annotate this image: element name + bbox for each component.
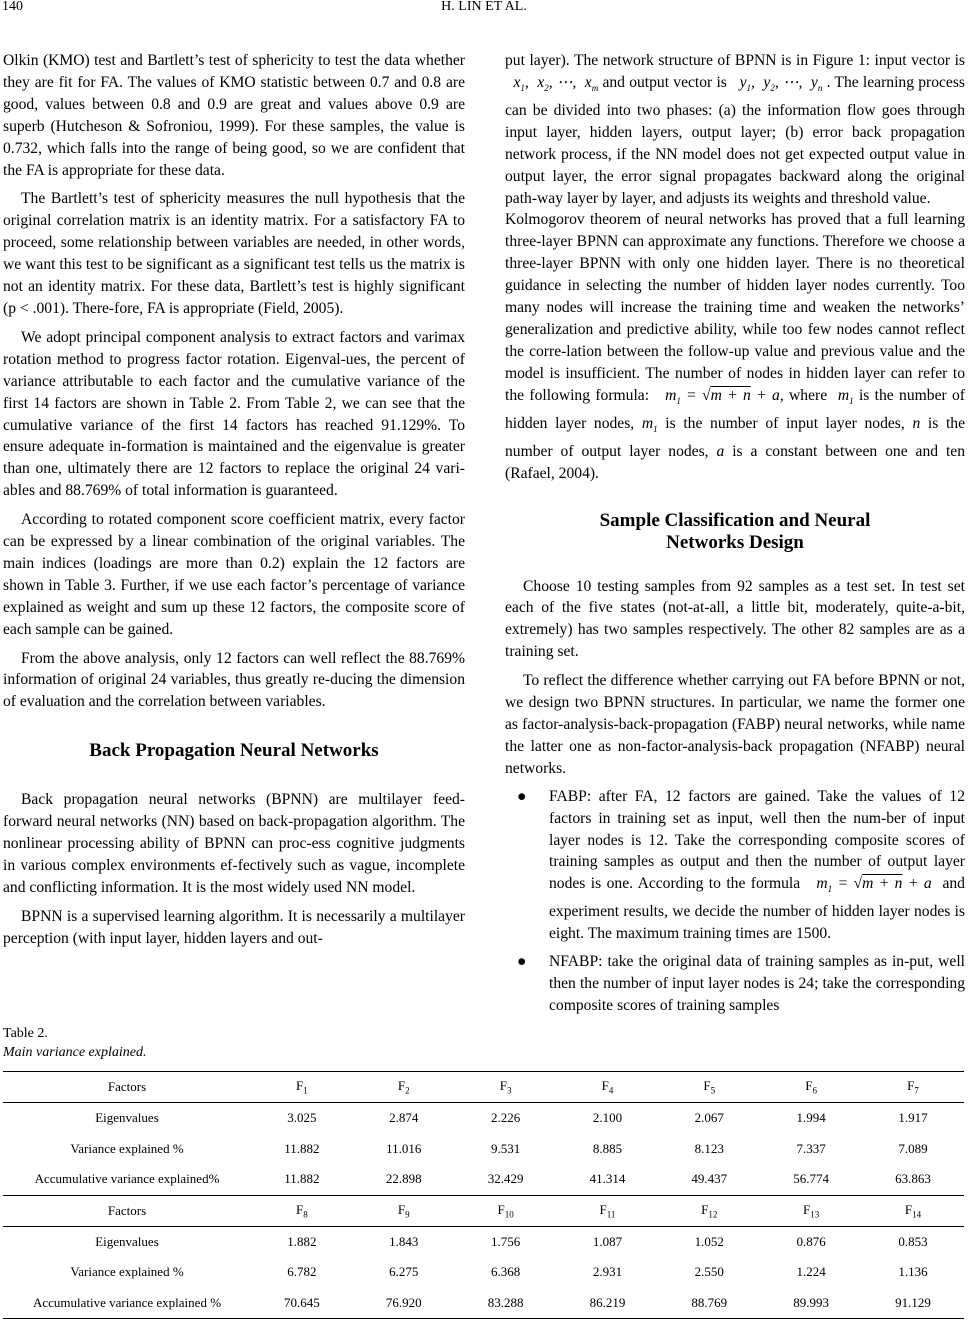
paragraph: According to rotated component score coefficient matrix, every factor can be expressed by a linear combination of the original variables. The main indices (loadings are more than 0.2) explain the 12 factors are shown in Table 3. Further, if we use each factor’s percentage of variance explained as weight and sum up these 12 factors, the composite score of each sample can be gained. — [3, 511, 465, 638]
hidden-node-formula: $m_1 = √m + n + a$ — [816, 875, 932, 895]
table-row — [3, 1164, 964, 1195]
text-run: put layer). The network structure of BPNN is in Figure 1: input vector is — [505, 52, 965, 69]
input-vector-math: $x_1$, $x_2$, ⋯, $x_m$ — [513, 73, 599, 94]
factor-header: $F_1$ — [251, 1072, 353, 1103]
paragraph: We adopt principal component analysis to extract factors and varimax rotation method to progress factor rotation. Eigenval-ues, the percent of variance attributable to each factor and the cumulative variance of the first 14 factors are shown in Table 2. From Table 2, we can see that the cumulative variance of the first 14 factors has reached 91.129%. To ensure adequate in-formation is maintained and the eigenvalue is greater than one, ultimately there are 12 factors to replace the original 24 vari-ables and 88.769% of total information is guaranteed. — [3, 328, 465, 500]
row-label: Eigenvalues — [95, 1233, 159, 1249]
math-symbol: n — [912, 414, 921, 432]
text-run: and output vector is — [602, 73, 727, 91]
table-cell: 1.052 — [694, 1233, 724, 1249]
paragraph: The Bartlett’s test of sphericity measures the null hypothesis that the original correlation matrix is an identity matrix. For a satisfactory FA to proceed, some relationship between variables are needed, in other words, we want this test to be significant as a significant test tells us the matrix is not an identity matrix. For these data, Bartlett’s test is highly significant (p < .001). There-fore, FA is appropriate (Field, 2005). — [3, 190, 465, 317]
table-cell: 1.994 — [796, 1110, 826, 1126]
right-column — [505, 50, 965, 1017]
factor-header: $F_{10}$ — [455, 1195, 557, 1226]
table-cell: 56.774 — [793, 1171, 830, 1187]
text-run: FABP: after FA, 12 factors are gained. Take the values of 12 factors in training set as input, well then the num-ber of input layer nodes is 12. Take the corresponding composite scores of training samples as output and then the number of output layer nodes is one. According to the formula — [549, 787, 965, 893]
paragraph — [505, 50, 965, 209]
row-label: Factors — [3, 1072, 251, 1103]
text-run: Kolmogorov theorem of neural networks has proved that a full learning three-layer BPNN can approximate any functions. Therefore we choose a three-layer BPNN with only one hidden layer. There is no theoretical guidance in selecting the number of hidden layer nodes currently. Too many nodes will increase the training time and weaken the networks’ generalization and predictive ability, while too few nodes cannot reflect the corre-lation between the follow-up value and previous value and the model is insufficient. The number of nodes in hidden layer can refer to the following formula: — [505, 211, 965, 404]
bullet-icon: ● — [517, 953, 527, 971]
factor-header: $F_{11}$ — [557, 1195, 659, 1226]
table-row — [3, 1134, 964, 1165]
table-cell: 22.898 — [385, 1171, 422, 1187]
table-cell: 6.275 — [389, 1264, 419, 1280]
math-symbol: a — [716, 442, 725, 460]
table-cell: 1.756 — [490, 1233, 521, 1249]
factor-header: $F_5$ — [658, 1072, 760, 1103]
table-cell: 0.876 — [796, 1233, 826, 1249]
row-label: Eigenvalues — [95, 1110, 159, 1126]
paragraph: Choose 10 testing samples from 92 samples as a test set. In test set each of the five states (not-at-all, a little bit, moderately, quite-a-bit, extremely) has two samples respectively. The other 82 samples are as a training set. — [505, 577, 965, 661]
row-label: Accumulative variance explained% — [34, 1171, 220, 1187]
table-cell: 2.226 — [490, 1110, 521, 1126]
table-cell: 2.931 — [592, 1264, 623, 1280]
table-cell: 0.853 — [898, 1233, 928, 1249]
text-run: is the number of hidden layer nodes, — [505, 386, 966, 432]
table-cell: 76.920 — [353, 1288, 455, 1319]
text-run: NFABP: take the original data of training samples as in-put, well then the number of input layer nodes is 24; take the corresponding composite scores of training samples — [549, 953, 965, 1014]
table-cell: 1.843 — [389, 1233, 419, 1249]
table-cell: 11.016 — [386, 1140, 422, 1156]
text-run: , where — [779, 386, 828, 404]
table-cell: 1.882 — [287, 1233, 317, 1249]
left-column — [3, 50, 465, 950]
factor-header: $F_{12}$ — [658, 1195, 760, 1226]
section-heading: Back Propagation Neural Networks — [89, 740, 379, 762]
factor-header: $F_{13}$ — [760, 1195, 862, 1226]
factor-header: $F_7$ — [862, 1072, 964, 1103]
math-symbol: $m_1$ — [837, 386, 854, 406]
table-cell: 49.437 — [691, 1171, 728, 1187]
table-cell: 2.550 — [694, 1264, 724, 1280]
table-cell: 2.067 — [694, 1110, 724, 1126]
factor-header: $F_2$ — [353, 1072, 455, 1103]
factor-header: $F_9$ — [353, 1195, 455, 1226]
row-label: Variance explained % — [70, 1264, 184, 1280]
list-item — [505, 786, 965, 945]
factor-header: $F_8$ — [251, 1195, 353, 1226]
bullet-icon: ● — [517, 787, 527, 805]
table-cell: 91.129 — [862, 1288, 964, 1319]
hidden-node-formula: $m_1 = √m + n + a$ — [665, 386, 780, 406]
table-cell: 1.087 — [592, 1233, 623, 1249]
table-row — [3, 1257, 964, 1288]
table-cell: 9.531 — [490, 1140, 521, 1156]
table-cell: 1.224 — [796, 1264, 826, 1280]
paragraph: BPNN is a supervised learning algorithm. It is necessarily a multilayer perception (with input layer, hidden layers and out- — [3, 907, 465, 947]
table-cell: 88.769 — [658, 1288, 760, 1319]
table-cell: 6.368 — [490, 1264, 521, 1280]
row-label: Variance explained % — [70, 1140, 184, 1156]
table-cell: 11.882 — [284, 1171, 320, 1187]
table-cell: 1.136 — [898, 1264, 928, 1280]
table-cell: 32.429 — [487, 1171, 524, 1187]
table-cell: 70.645 — [251, 1288, 353, 1319]
caption-label: Table 2. — [3, 1026, 48, 1041]
page-number: 140 — [2, 0, 23, 14]
factor-header: $F_6$ — [760, 1072, 862, 1103]
table-cell: 2.874 — [389, 1110, 419, 1126]
factor-header: $F_{14}$ — [862, 1195, 964, 1226]
table-row — [3, 1288, 964, 1319]
table-header-row — [3, 1195, 964, 1226]
running-title: H. LIN ET AL. — [441, 0, 527, 14]
paragraph: Olkin (KMO) test and Bartlett’s test of sphericity to test the data whether they are fit for FA. The values of KMO statistic between 0.7 and 0.8 are good, values between 0.8 and 0.9 are great and values above 0.9 are superb (Hutcheson & Sofroniou, 1999). For these samples, the value is 0.732, which falls into the range of being good, so we are confident that the FA is appropriate for these data. — [3, 52, 465, 179]
math-symbol: $m_1$ — [641, 414, 658, 434]
section-heading: Sample Classification and Neural Networks Design — [599, 509, 871, 553]
table-cell: 63.863 — [895, 1171, 931, 1187]
output-vector-math: $y_1$, $y_2$, ⋯, $y_n$ — [739, 73, 823, 94]
table-cell: 8.123 — [694, 1140, 724, 1156]
text-run: . The learning process can be divided into two phases: (a) the information flow goes through input layer, hidden layers, output layer; (b) error back propagation network process, if the NN model does not get expected output value in output layer, the error signal propagates backward along the original path-way layer by layer, and adjusts its weights and threshold value. — [505, 73, 965, 207]
table-cell: 1.917 — [898, 1110, 928, 1126]
factor-header: $F_3$ — [455, 1072, 557, 1103]
paragraph: From the above analysis, only 12 factors can well reflect the 88.769% information of original 24 variables, thus greatly re-ducing the dimension of evaluation and the correlation between variables. — [3, 649, 465, 711]
table-cell: 2.100 — [592, 1110, 623, 1126]
table-cell: 7.089 — [898, 1140, 928, 1156]
list-item — [505, 951, 965, 1017]
table-cell: 7.337 — [796, 1140, 826, 1156]
table-cell: 83.288 — [455, 1288, 557, 1319]
table-row — [3, 1226, 964, 1257]
table-cell: 3.025 — [287, 1110, 317, 1126]
table-caption — [3, 1024, 146, 1062]
page-header — [0, 0, 968, 22]
text-run: is a constant between one and ten (Rafael, 2004). — [505, 442, 966, 482]
table-cell: 11.882 — [284, 1140, 320, 1156]
text-run: and experiment results, we decide the number of hidden layer nodes is eight. The maximum training times are 1500. — [549, 875, 965, 943]
caption-title: Main variance explained. — [3, 1045, 147, 1060]
table-cell: 6.782 — [287, 1264, 317, 1280]
row-label: Factors — [3, 1195, 251, 1226]
bullet-list — [505, 786, 965, 1017]
table-cell: 86.219 — [557, 1288, 659, 1319]
text-run: is the number of input layer nodes, — [665, 414, 905, 432]
table-cell: 8.885 — [592, 1140, 623, 1156]
paragraph — [505, 209, 965, 484]
table-cell: 41.314 — [589, 1171, 626, 1187]
paragraph: To reflect the difference whether carrying out FA before BPNN or not, we design two BPNN structures. In particular, we name the former one as factor-analysis-back-propagation (FABP) neural networks, while name the latter one as non-factor-analysis-back propagation (NFABP) neural networks. — [505, 672, 965, 777]
table-cell: 89.993 — [760, 1288, 862, 1319]
paragraph: Back propagation neural networks (BPNN) are multilayer feed-forward neural networks (NN) based on back-propagation algorithm. The nonlinear processing ability of BPNN can proc-ess cognitive judgments in various complex environments ef-fectively such as vague, incomplete and conflicting information. It is the most widely used NN model. — [3, 791, 465, 896]
text-run: is the number of output layer nodes, — [505, 414, 965, 460]
table-row — [3, 1103, 964, 1134]
variance-table — [3, 1071, 964, 1319]
table-header-row — [3, 1072, 964, 1103]
row-label: Accumulative variance explained % — [3, 1288, 251, 1319]
factor-header: $F_4$ — [557, 1072, 659, 1103]
